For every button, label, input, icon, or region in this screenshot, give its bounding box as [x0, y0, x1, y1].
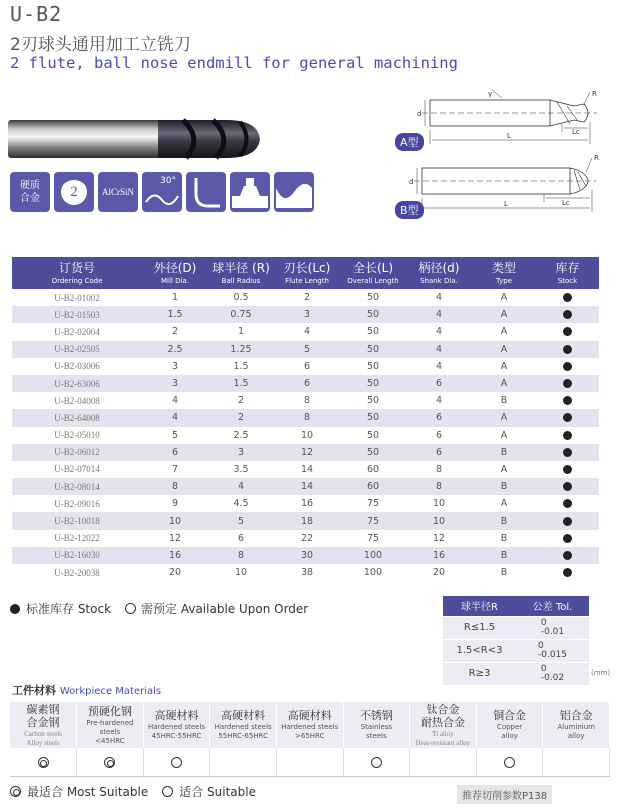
cell: 12 [168, 532, 182, 544]
suitability-cell [476, 748, 543, 776]
cell: 0.5 [233, 292, 249, 304]
cell: 1.5 [233, 360, 249, 372]
col-header-3: 刃长(Lc) Flute Length [274, 257, 340, 289]
legend-order: 需预定 Available Upon Order [141, 602, 309, 616]
stock-dot-icon [563, 465, 572, 474]
cell: 75 [366, 498, 380, 510]
cell: 60 [340, 478, 406, 495]
table-row [12, 495, 599, 512]
order-circle-icon [125, 603, 136, 614]
cell: A [472, 409, 536, 426]
stock-cell [536, 341, 599, 358]
stock-dot-icon [563, 499, 572, 508]
cell: 18 [274, 512, 340, 529]
cell: 8 [406, 478, 472, 495]
cell: 16 [300, 498, 314, 510]
table-row [12, 444, 599, 461]
cell: 75 [366, 532, 380, 544]
tol-range: R≥3 [443, 662, 516, 685]
material-header-3: 高硬材料 Hardened steels 55HRC-65HRC [210, 702, 277, 748]
cell: 10 [300, 429, 314, 441]
cell: 60 [366, 463, 380, 475]
stock-cell [536, 375, 599, 392]
cell: 1.5 [208, 375, 274, 392]
material-header-5: 不锈钢 Stainless steels [343, 702, 410, 748]
type-a-badge: A型 [395, 133, 424, 151]
dim-r-label: R [592, 90, 597, 98]
stock-dot-icon [563, 345, 572, 354]
helix-angle-icon: 30° [142, 172, 182, 212]
cell: 6 [435, 429, 443, 441]
cell: 3 [142, 375, 208, 392]
ordering-code: U-B2-06012 [12, 444, 142, 461]
cell: 6 [237, 532, 245, 544]
cell: 4 [406, 306, 472, 323]
stock-dot-icon [563, 517, 572, 526]
cell: 1 [237, 326, 245, 338]
ordering-code: U-B2-20038 [54, 567, 100, 578]
cell: 12 [432, 532, 446, 544]
cell: A [472, 375, 536, 392]
cell: 5 [274, 341, 340, 358]
stock-cell [536, 495, 599, 512]
cell: 4 [171, 395, 179, 407]
tol-value: 0 -0.02 [516, 662, 589, 685]
dim-d-label: d [417, 110, 422, 118]
cell: 8 [274, 409, 340, 426]
cell: 4 [142, 409, 208, 426]
tol-header-radius: 球半径R [443, 596, 516, 616]
table-row [12, 375, 599, 392]
ordering-code: U-B2-04008 [54, 395, 100, 406]
tolerance-table [443, 596, 589, 685]
table-row [12, 323, 599, 340]
ordering-code: U-B2-01503 [12, 306, 142, 323]
cell: 12 [274, 444, 340, 461]
suitability-cell [10, 748, 77, 776]
tol-row [443, 639, 589, 662]
stock-dot-icon [563, 327, 572, 336]
ordering-code: U-B2-02004 [54, 326, 100, 337]
cell: 50 [340, 409, 406, 426]
ordering-code: U-B2-16030 [12, 547, 142, 564]
cell: 2.5 [142, 341, 208, 358]
stock-cell [536, 323, 599, 340]
table-row [12, 341, 599, 358]
slotting-icon [230, 172, 270, 212]
table-header-row [12, 257, 599, 289]
workpiece-title: 工件材料 Workpiece Materials [12, 684, 162, 697]
suitable-icon [371, 757, 382, 768]
col-header-2: 球半径 (R) Ball Radius [208, 257, 274, 289]
dim-r-label-b: R [594, 154, 599, 162]
stock-dot-icon [563, 551, 572, 560]
ordering-code: U-B2-64008 [12, 409, 142, 426]
cell: 2.5 [233, 429, 249, 441]
cell: 2 [303, 292, 311, 304]
ordering-code: U-B2-63006 [12, 375, 142, 392]
cell: 4 [435, 395, 443, 407]
material-header-6: 钛合金 耐热合金 Ti alloy Heat-resistant alloy [410, 702, 477, 748]
cell: 50 [366, 360, 380, 372]
table-row [12, 478, 599, 495]
cell: 2 [208, 409, 274, 426]
material-header-0: 碳素钢 合金钢 Carbon steels Alloy steels [10, 702, 77, 748]
cell: 22 [300, 532, 314, 544]
stock-dot-icon [563, 482, 572, 491]
table-row [12, 409, 599, 426]
cell: 14 [274, 478, 340, 495]
suitability-cell [276, 748, 343, 776]
stock-dot-icon [563, 396, 572, 405]
stock-cell [536, 358, 599, 375]
tol-row [443, 616, 589, 639]
cell: A [500, 463, 508, 475]
material-header-4: 高硬材料 Hardened steels >65HRC [276, 702, 343, 748]
tol-value: 0 -0.01 [516, 616, 589, 639]
type-a-diagram [392, 88, 610, 150]
most-suitable-icon [104, 757, 115, 768]
product-title-cn: 2刃球头通用加工立铣刀 [10, 35, 191, 55]
table-row [12, 564, 599, 581]
table-row [12, 427, 599, 444]
profiling-icon [274, 172, 314, 212]
ordering-code: U-B2-08014 [12, 478, 142, 495]
product-table [12, 257, 599, 581]
material-header-8: 铝合金 Aluminium alloy [543, 702, 610, 748]
stock-dot-icon [563, 534, 572, 543]
cell: B [500, 567, 508, 579]
stock-cell [536, 547, 599, 564]
cell: 50 [340, 306, 406, 323]
cell: 38 [300, 567, 314, 579]
col-header-1: 外径(D) Mill Dia. [142, 257, 208, 289]
cell: 10 [234, 567, 248, 579]
col-header-4: 全长(L) Overall Length [340, 257, 406, 289]
stock-cell [536, 409, 599, 426]
cell: A [472, 306, 536, 323]
cell: B [472, 512, 536, 529]
table-row [12, 289, 599, 306]
stock-cell [536, 306, 599, 323]
cell: 10 [142, 512, 208, 529]
stock-cell [536, 461, 599, 478]
cell: 75 [340, 512, 406, 529]
table-body [12, 289, 599, 581]
cell: B [472, 478, 536, 495]
table-row [12, 461, 599, 478]
ball-nose-profile-icon [186, 172, 226, 212]
cell: 4 [303, 326, 311, 338]
suitable-icon [162, 786, 173, 797]
cell: B [500, 395, 508, 407]
cell: 3 [208, 444, 274, 461]
suitable-icon [504, 757, 515, 768]
dim-l-label: L [507, 132, 511, 140]
ordering-code: U-B2-10018 [12, 512, 142, 529]
dim-lc-label: Lc [572, 128, 580, 136]
coating-icon: AlCrSiN [98, 172, 138, 212]
cell: B [500, 532, 508, 544]
cell: 4 [435, 360, 443, 372]
cell: A [500, 326, 508, 338]
tol-range: 1.5<R<3 [443, 639, 516, 662]
cell: 3.5 [233, 463, 249, 475]
product-title: U-B2 [10, 2, 63, 26]
cell: 7 [171, 463, 179, 475]
feature-icons [10, 172, 314, 212]
material-header-1: 预硬化钢 Pre-hardened steels <45HRC [77, 702, 144, 748]
tol-row [443, 662, 589, 685]
suitable-icon [171, 757, 182, 768]
table-row [12, 306, 599, 323]
cell: 4 [208, 478, 274, 495]
cell: 10 [406, 512, 472, 529]
cell: 8 [303, 395, 311, 407]
ordering-code: U-B2-05010 [54, 430, 100, 441]
col-header-7: 库存 Stock [536, 257, 599, 289]
cell: 6 [274, 375, 340, 392]
suitability-cell [543, 748, 610, 776]
stock-cell [536, 512, 599, 529]
cell: 2 [171, 326, 179, 338]
type-b-badge: B型 [395, 201, 424, 219]
cutting-params-reference: 推荐切削参数P138 [457, 785, 552, 804]
cell: 6 [406, 409, 472, 426]
dim-l-label-b: L [504, 200, 508, 208]
cell: 1.5 [142, 306, 208, 323]
cell: 50 [340, 375, 406, 392]
stock-dot-icon [563, 379, 572, 388]
endmill-photo [8, 108, 266, 170]
stock-cell [536, 478, 599, 495]
table-row [12, 547, 599, 564]
cell: 100 [340, 547, 406, 564]
stock-cell [536, 444, 599, 461]
legend-stock: 标准库存 Stock [26, 602, 112, 616]
flute-count-icon: 2 [54, 172, 94, 212]
cell: A [500, 498, 508, 510]
tol-value: 0 -0.015 [516, 639, 589, 662]
cell: 5 [208, 512, 274, 529]
cell: 4 [435, 326, 443, 338]
stock-dot-icon [563, 568, 572, 577]
cell: 6 [142, 444, 208, 461]
cell: 14 [300, 463, 314, 475]
ordering-code: U-B2-03006 [54, 361, 100, 372]
cell: 50 [340, 444, 406, 461]
cell: 16 [142, 547, 208, 564]
stock-dot-icon [10, 604, 20, 614]
ordering-code: U-B2-02505 [12, 341, 142, 358]
stock-dot-icon [563, 448, 572, 457]
cell: 8 [142, 478, 208, 495]
ordering-code: U-B2-09016 [54, 498, 100, 509]
stock-legend [10, 600, 308, 617]
stock-cell [536, 392, 599, 409]
cell: A [472, 341, 536, 358]
cell: 16 [406, 547, 472, 564]
col-header-0: 订货号 Ordering Code [12, 257, 142, 289]
cell: 6 [406, 444, 472, 461]
cell: B [472, 444, 536, 461]
table-row [12, 512, 599, 529]
col-header-6: 类型 Type [472, 257, 536, 289]
cell: 4.5 [233, 498, 249, 510]
cell: 2 [237, 395, 245, 407]
suitability-legend [10, 783, 256, 800]
stock-cell [536, 427, 599, 444]
stock-cell [536, 564, 599, 581]
stock-dot-icon [563, 362, 572, 371]
suitability-cell [143, 748, 210, 776]
cell: 6 [303, 360, 311, 372]
legend-suitable: 适合 Suitable [179, 785, 256, 799]
cell: 8 [208, 547, 274, 564]
cell: 50 [366, 292, 380, 304]
cell: 0.75 [208, 306, 274, 323]
dim-lc-label-b: Lc [562, 199, 570, 207]
cell: 1.25 [208, 341, 274, 358]
cell: 4 [435, 292, 443, 304]
dim-gamma-label: γ [488, 90, 493, 98]
cell: 3 [171, 360, 179, 372]
table-row [12, 392, 599, 409]
cell: 50 [340, 341, 406, 358]
stock-dot-icon [563, 310, 572, 319]
table-row [12, 358, 599, 375]
cell: 20 [168, 567, 182, 579]
cell: 20 [432, 567, 446, 579]
cell: B [472, 547, 536, 564]
most-suitable-icon [10, 786, 21, 797]
tol-header-tol: 公差 Tol. [516, 596, 589, 616]
cell: 1 [171, 292, 179, 304]
suitability-cell [410, 748, 477, 776]
carbide-material-icon: 硬质 合金 [10, 172, 50, 212]
cell: 9 [171, 498, 179, 510]
stock-cell [536, 530, 599, 547]
suitability-cell [343, 748, 410, 776]
stock-dot-icon [563, 431, 572, 440]
ordering-code: U-B2-07014 [54, 464, 100, 475]
ordering-code: U-B2-01002 [54, 292, 100, 303]
cell: 5 [171, 429, 179, 441]
cell: 4 [406, 341, 472, 358]
cell: 30 [274, 547, 340, 564]
cell: 8 [435, 463, 443, 475]
workpiece-table [10, 702, 610, 777]
cell: A [500, 429, 508, 441]
cell: A [500, 292, 508, 304]
ordering-code: U-B2-12022 [54, 533, 100, 544]
most-suitable-icon [38, 757, 49, 768]
stock-dot-icon [563, 293, 572, 302]
table-row [12, 530, 599, 547]
legend-most-suitable: 最适合 Most Suitable [27, 785, 149, 799]
cell: 50 [366, 429, 380, 441]
material-header-7: 铜合金 Copper alloy [476, 702, 543, 748]
suitability-cell [210, 748, 277, 776]
tol-range: R≤1.5 [443, 616, 516, 639]
cell: 6 [406, 375, 472, 392]
cell: A [500, 360, 508, 372]
cell: 50 [366, 326, 380, 338]
stock-cell [536, 289, 599, 306]
col-header-5: 柄径(d) Shank Dia. [406, 257, 472, 289]
cell: 50 [366, 395, 380, 407]
product-title-en: 2 flute, ball nose endmill for general machining [10, 54, 458, 72]
cell: 10 [432, 498, 446, 510]
dim-d-label-b: d [409, 178, 414, 186]
suitability-cell [77, 748, 144, 776]
cell: 3 [274, 306, 340, 323]
type-b-diagram [392, 150, 610, 216]
stock-dot-icon [563, 413, 572, 422]
material-header-2: 高硬材料 Hardened steels 45HRC-55HRC [143, 702, 210, 748]
cell: 100 [363, 567, 383, 579]
tol-unit: (mm) [591, 669, 611, 677]
